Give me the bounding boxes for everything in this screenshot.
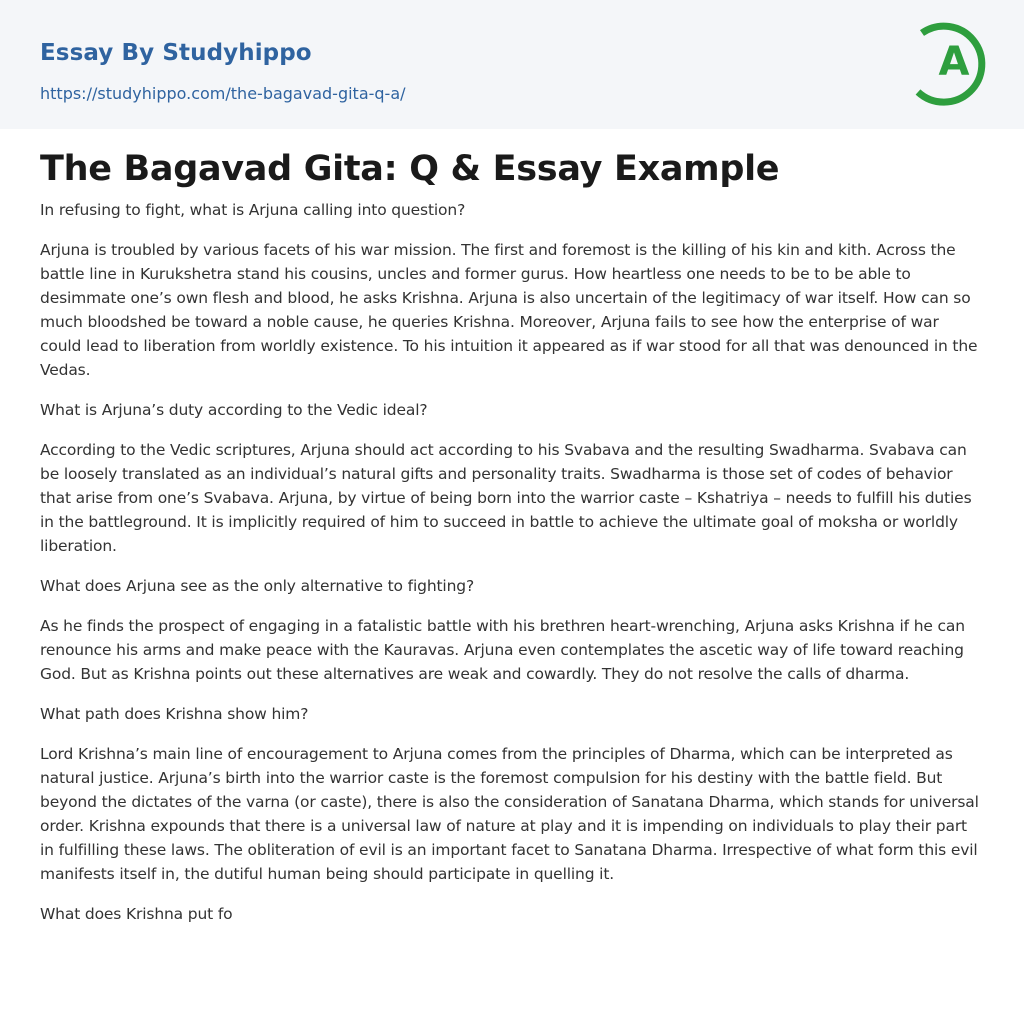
source-url-link[interactable]: https://studyhippo.com/the-bagavad-gita-q-a/ <box>40 84 406 103</box>
question-1: In refusing to fight, what is Arjuna calling into question? <box>40 201 466 219</box>
page-title: The Bagavad Gita: Q & Essay Example <box>40 149 780 189</box>
answer-4: Lord Krishna’s main line of encouragement to Arjuna comes from the principles of Dharma, which can be interpreted as natural justice. Arjuna’s birth into the warrior caste is the foremost compulsion for his destiny with the battle field. But beyond the dictates of the varna (or caste), there is also the consideration of Sanatana Dharma, which stands for universal order. Krishna expounds that there is a universal law of nature at play and it is impending on individuals to play their part in fulfilling these laws. The obliteration of evil is an important facet to Sanatana Dharma. Irrespective of what form this evil manifests itself in, the dutiful human being should participate in quelling it. <box>40 745 979 883</box>
article-content <box>0 129 1024 926</box>
question-5-truncated: What does Krishna put fo <box>40 905 233 923</box>
question-4: What path does Krishna show him? <box>40 705 309 723</box>
answer-3: As he finds the prospect of engaging in a fatalistic battle with his brethren heart-wrenching, Arjuna asks Krishna if he can renounce his arms and make peace with the Kauravas. Arjuna even contemplates the ascetic way of life toward reaching God. But as Krishna points out these alternatives are weak and cowardly. They do not resolve the calls of dharma. <box>40 617 965 683</box>
question-3: What does Arjuna see as the only alternative to fighting? <box>40 577 475 595</box>
logo-letter: A <box>938 39 970 85</box>
studyhippo-logo-icon[interactable] <box>906 18 990 106</box>
answer-2: According to the Vedic scriptures, Arjuna should act according to his Svabava and the resulting Swadharma. Svabava can be loosely translated as an individual’s natural gifts and personality traits. Swadharma is those set of codes of behavior that arise from one’s Svabava. Arjuna, by virtue of being born into the warrior caste – Kshatriya – needs to fulfill his duties in the battleground. It is implicitly required of him to succeed in battle to achieve the ultimate goal of moksha or worldly liberation. <box>40 441 972 555</box>
question-2: What is Arjuna’s duty according to the Vedic ideal? <box>40 401 428 419</box>
site-brand[interactable]: Essay By Studyhippo <box>40 40 312 66</box>
answer-1: Arjuna is troubled by various facets of his war mission. The first and foremost is the killing of his kin and kith. Across the battle line in Kurukshetra stand his cousins, uncles and former gurus. How heartless one needs to be to be able to desimmate one’s own flesh and blood, he asks Krishna. Arjuna is also uncertain of the legitimacy of war itself. How can so much bloodshed be toward a noble cause, he queries Krishna. Moreover, Arjuna fails to see how the enterprise of war could lead to liberation from worldly existence. To his intuition it appeared as if war stood for all that was denounced in the Vedas. <box>40 241 978 379</box>
site-header <box>0 0 1024 129</box>
